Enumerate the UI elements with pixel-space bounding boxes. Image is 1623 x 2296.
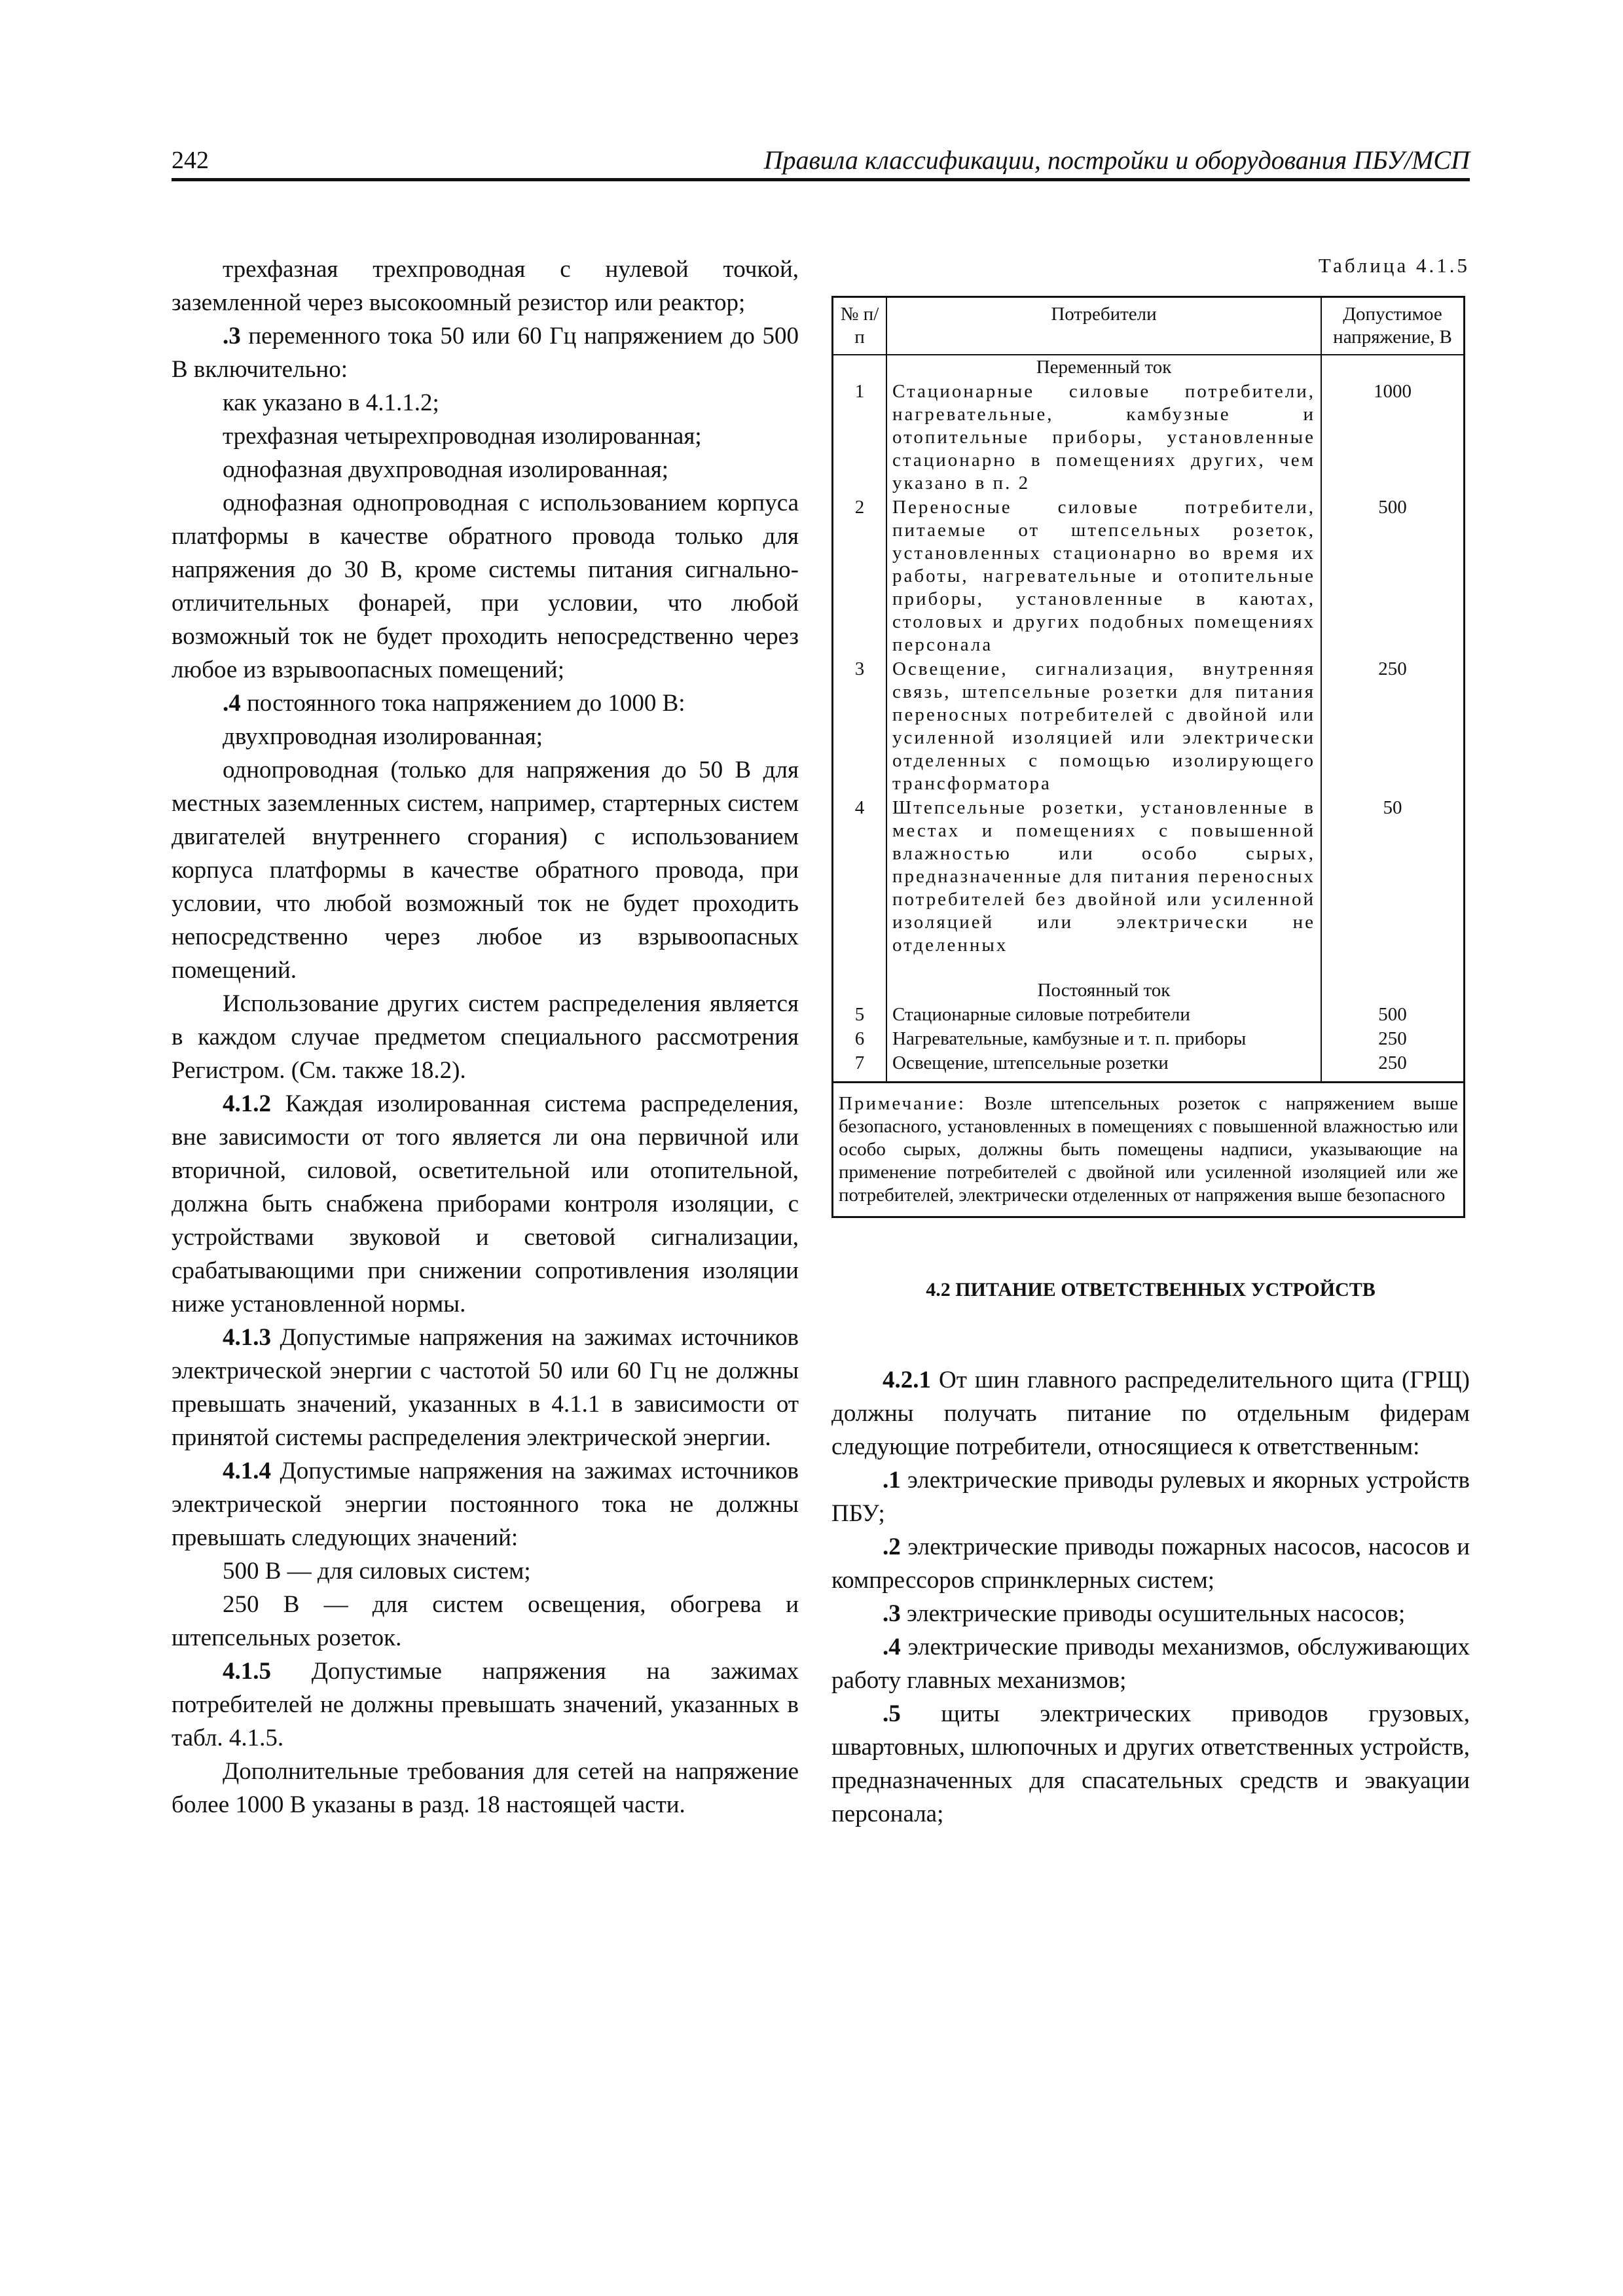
- paragraph: .4 постоянного тока напряжением до 1000 В:: [223, 690, 685, 717]
- table-row: 6 Нагревательные, камбузные и т. п. приборы 250: [833, 1027, 1465, 1051]
- left-column: [172, 253, 799, 1821]
- table-row: 1 Стационарные силовые потребители, нагревательные, камбузные и отопительные приборы, установленные стационарно в помещениях других, чем указано в п. 2 1000: [833, 380, 1465, 495]
- table-note: [833, 1083, 1465, 1217]
- paragraph: однофазная двухпроводная изолированная;: [223, 456, 669, 483]
- paragraph: 4.1.2 Каждая изолированная система распределения, вне зависимости от того является ли она первичной или вторичной, силовой, осветительной или отопительной, должна быть снабжена приборами контроля изоляции, с устройствами звуковой и световой сигнализации, срабатывающими при снижении сопротивления изоляции ниже установленной нормы.: [172, 1090, 799, 1318]
- paragraph: 4.1.5 Допустимые напряжения на зажимах потребителей не должны превышать значений, указанных в табл. 4.1.5.: [172, 1658, 799, 1751]
- section-title: 4.2 ПИТАНИЕ ОТВЕТСТВЕННЫХ УСТРОЙСТВ: [926, 1279, 1376, 1300]
- paragraph: трехфазная четырехпроводная изолированная;: [223, 423, 702, 450]
- header-consumers: Потребители: [886, 297, 1321, 355]
- note-label: Примечание:: [839, 1093, 966, 1114]
- paragraph: .5 щиты электрических приводов грузовых, швартовных, шлюпочных и других ответственных устройств, предназначенных для спасательных средств и эвакуации персонала;: [831, 1700, 1470, 1827]
- paragraph: 4.1.4 Допустимые напряжения на зажимах источников электрической энергии постоянного тока не должны превышать следующих значений:: [172, 1458, 799, 1551]
- paragraph: .4 электрические приводы механизмов, обслуживающих работу главных механизмов;: [831, 1634, 1470, 1694]
- paragraph: 250 В — для систем освещения, обогрева и штепсельных розеток.: [172, 1591, 799, 1651]
- paragraph: .2 электрические приводы пожарных насосов, насосов и компрессоров спринклерных систем;: [831, 1534, 1470, 1594]
- paragraph: 4.2.1 От шин главного распределительного щита (ГРЩ) должны получать питание по отдельным фидерам следующие потребители, относящиеся к ответственным:: [831, 1367, 1470, 1460]
- voltage-table: [831, 296, 1465, 1218]
- paragraph: 4.1.3 Допустимые напряжения на зажимах источников электрической энергии с частотой 50 или 60 Гц не должны превышать значений, указанных в 4.1.1 в зависимости от принятой системы распределения электрической энергии.: [172, 1324, 799, 1451]
- paragraph: Дополнительные требования для сетей на напряжение более 1000 В указаны в разд. 18 настоящей части.: [172, 1758, 799, 1818]
- paragraph: Использование других систем распределения является в каждом случае предметом специального рассмотрения Регистром. (См. также 18.2).: [172, 990, 799, 1084]
- header-rule: [172, 178, 1470, 181]
- paragraph: однопроводная (только для напряжения до 50 В для местных заземленных систем, например, стартерных систем двигателей внутреннего сгорания) с использованием корпуса платформы в качестве обратного провода, при условии, что любой возможный ток не будет проходить непосредственно через любое из взрывоопасных помещений.: [172, 757, 799, 984]
- table-subheader: Переменный ток: [833, 355, 1465, 380]
- running-title: Правила классификации, постройки и оборудования ПБУ/МСП: [763, 145, 1470, 175]
- paragraph: двухпроводная изолированная;: [223, 723, 543, 750]
- paragraph: .1 электрические приводы рулевых и якорных устройств ПБУ;: [831, 1467, 1470, 1527]
- table-subheader: Постоянный ток: [833, 978, 1465, 1003]
- table-row: 4 Штепсельные розетки, установленные в местах и помещениях с повышенной влажностью или особо сырых, предназначенные для питания переносных потребителей без двойной или усиленной изоляцией или электрически не отделенных 50: [833, 796, 1465, 958]
- paragraph: 500 В — для силовых систем;: [223, 1558, 531, 1585]
- table-row: 2 Переносные силовые потребители, питаемые от штепсельных розеток, установленных стационарно во время их работы, нагревательные и отопительные приборы, установленные в каютах, столовых и других подобных помещениях персонала 500: [833, 495, 1465, 657]
- paragraph: .3 переменного тока 50 или 60 Гц напряжением до 500 В включительно:: [172, 323, 799, 383]
- table-gap: [833, 958, 1465, 978]
- paragraph: однофазная однопроводная с использованием корпуса платформы в качестве обратного провода только для напряжения до 30 В, кроме системы питания сигнально-отличительных фонарей, при условии, что любой возможный ток не будет проходить непосредственно через любое из взрывоопасных помещений;: [172, 490, 799, 683]
- page-number: 242: [172, 147, 209, 174]
- note-text: Возле штепсельных розеток с напряжением выше безопасного, установленных в помещениях с повышенной влажностью или особо сырых, должны быть помещены надписи, указывающие на применение потребителей с двойной или усиленной изоляцией или же потребителей, электрически отделенных от напряжения выше безопасного: [839, 1093, 1458, 1206]
- page-header: [172, 144, 1470, 182]
- right-column: [831, 253, 1470, 1831]
- paragraph: как указано в 4.1.1.2;: [223, 389, 439, 416]
- table-row: 7 Освещение, штепсельные розетки 250: [833, 1051, 1465, 1083]
- header-no: № п/п: [833, 297, 887, 355]
- header-voltage: Допустимое напряжение, В: [1321, 297, 1465, 355]
- paragraph: трехфазная трехпроводная с нулевой точкой, заземленной через высокоомный резистор или реактор;: [172, 256, 799, 316]
- paragraph: .3 электрические приводы осушительных насосов;: [883, 1600, 1406, 1627]
- table-row: 3 Освещение, сигнализация, внутренняя связь, штепсельные розетки для питания переносных потребителей с двойной или усиленной изоляцией или электрически отделенных с помощью изолирующего трансформатора 250: [833, 657, 1465, 796]
- table-caption: Таблица 4.1.5: [1318, 254, 1470, 277]
- table-row: 5 Стационарные силовые потребители 500: [833, 1003, 1465, 1027]
